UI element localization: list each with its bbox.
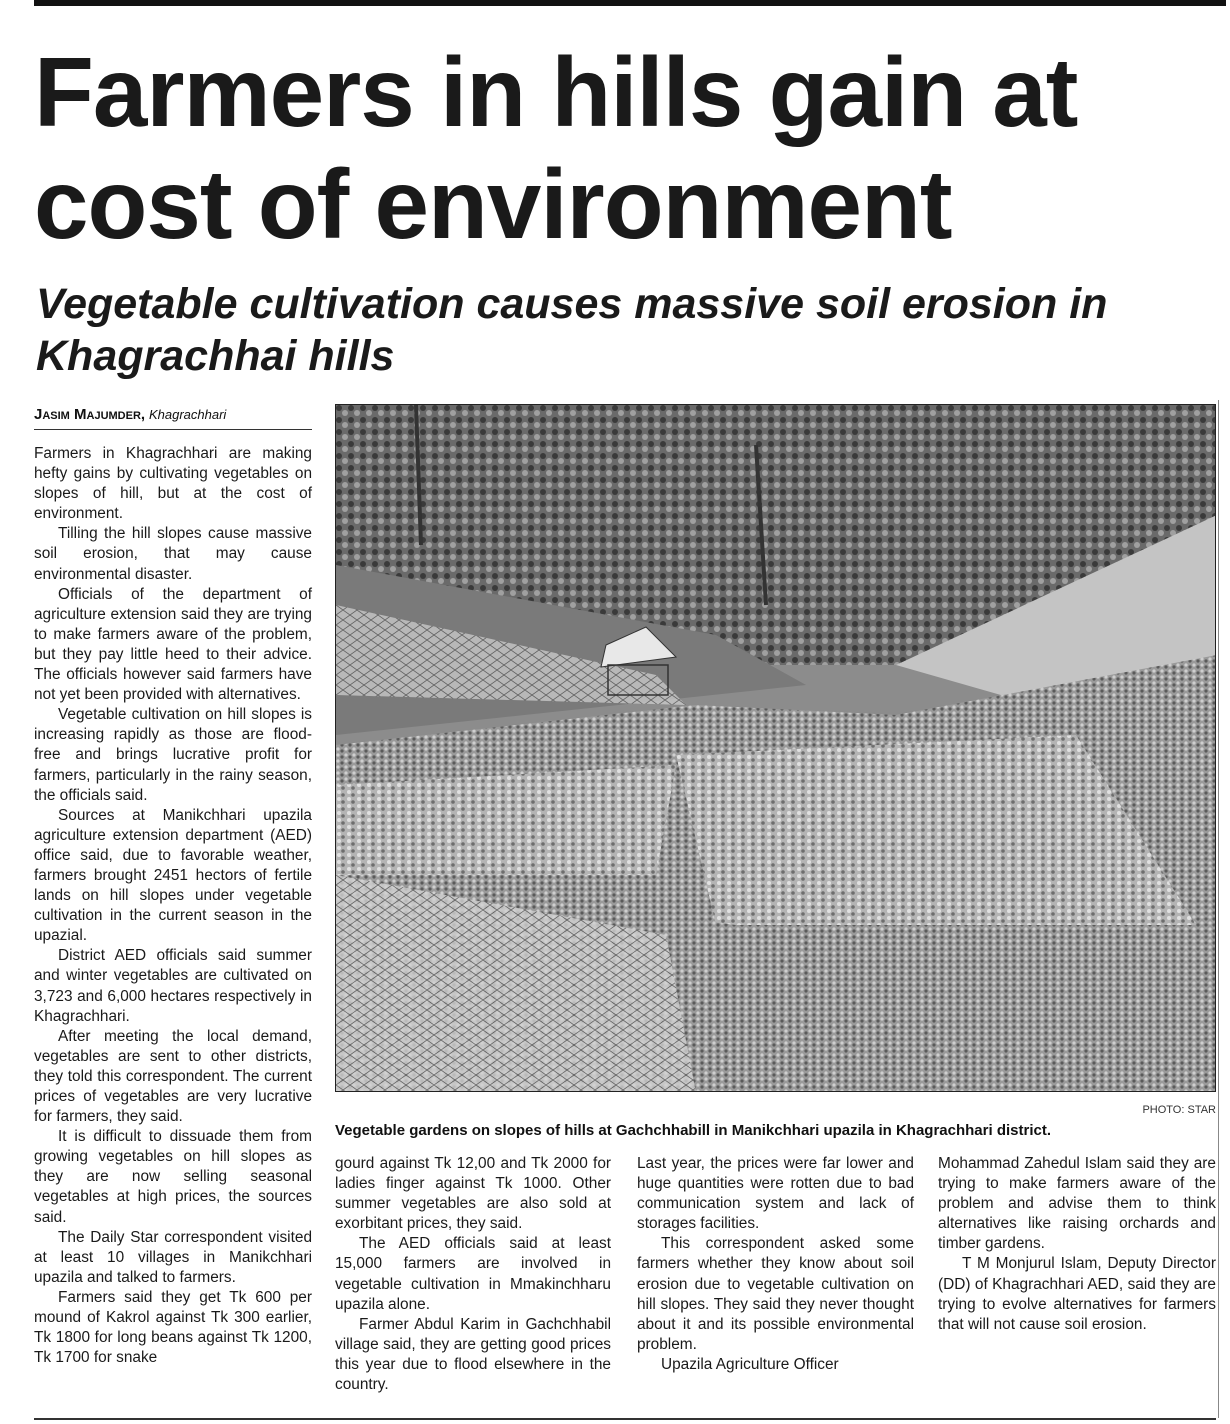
headline: Farmers in hills gain at cost of environment (34, 37, 1078, 259)
byline-location: Khagrachhari (148, 407, 227, 422)
paragraph: gourd against Tk 12,00 and Tk 2000 for ladies finger against Tk 1000. Other summer vegetables are also sold at exorbitant prices, they said. (335, 1155, 611, 1233)
paragraph: Upazila Agriculture Officer (661, 1355, 839, 1373)
paragraph: T M Monjurul Islam, Deputy Director (DD) of Khagrachhari AED, said they are trying to evolve alternatives for farmers that will not cause soil erosion. (938, 1255, 1216, 1333)
photo-caption: Vegetable gardens on slopes of hills at Gachchhabill in Manikchhari upazila in Khagrachhari district. (335, 1122, 1052, 1139)
paragraph: Vegetable cultivation on hill slopes is increasing rapidly as those are flood-free and brings lucrative profit for farmers, particularly in the rainy season, the officials said. (34, 706, 312, 804)
paragraph: After meeting the local demand, vegetables are sent to other districts, they told this correspondent. The current prices of vegetables are very lucrative for farmers, they said. (34, 1027, 312, 1126)
paragraph: District AED officials said summer and winter vegetables are cultivated on 3,723 and 6,000 hectares respectively in Khagrachhari. (34, 947, 312, 1025)
paragraph: Farmers in Khagrachhari are making hefty gains by cultivating vegetables on slopes of hill, but at the cost of environment. (34, 445, 312, 523)
paragraph: Farmer Abdul Karim in Gachchhabil village said, they are getting good prices this year due to flood elsewhere in the country. (335, 1315, 611, 1394)
byline-author: Jasim Majumder, (34, 406, 146, 423)
hillside-photo-image (336, 405, 1216, 1092)
paragraph: The AED officials said at least 15,000 farmers are involved in vegetable cultivation in Mmakinchharu upazila alone. (335, 1235, 611, 1313)
paragraph: Officials of the department of agriculture extension said they are trying to make farmers aware of the problem, but they pay little heed to their advice. The officials however said farmers have not yet been provided with alternatives. (34, 585, 312, 704)
paragraph: This correspondent asked some farmers whether they know about soil erosion due to vegetable cultivation on hill slopes. They said they never thought about it and its possible environmental problem. (637, 1235, 914, 1353)
byline (34, 406, 312, 430)
column-4 (938, 1154, 1216, 1335)
paragraph: Mohammad Zahedul Islam said they are trying to make farmers aware of the problem and advise them to think alternatives like raising orchards and timber gardens. (938, 1155, 1216, 1253)
paragraph: The Daily Star correspondent visited at least 10 villages in Manikchhari upazila and talked to farmers. (34, 1228, 312, 1286)
paragraph: Farmers said they get Tk 600 per mound of Kakrol against Tk 300 earlier, Tk 1800 for long beans against Tk 1200, Tk 1700 for snake (34, 1288, 312, 1367)
photo-credit: PHOTO: STAR (1142, 1104, 1216, 1116)
column-1 (34, 444, 312, 1368)
paragraph: Sources at Manikchhari upazila agriculture extension department (AED) office said, due to favorable weather, farmers brought 2451 hectors of fertile lands on hill slopes under vegetable cultivation in the current season in the upazial. (34, 806, 312, 945)
column-3 (637, 1154, 914, 1375)
article-photo (335, 404, 1216, 1092)
column-2 (335, 1154, 611, 1395)
bottom-rule (34, 1418, 1216, 1420)
subheadline: Vegetable cultivation causes massive soil erosion in Khagrachhai hills (36, 280, 1108, 380)
top-rule (34, 0, 1226, 6)
paragraph: Tilling the hill slopes cause massive soil erosion, that may cause environmental disaster. (34, 525, 312, 583)
paragraph: It is difficult to dissuade them from growing vegetables on hill slopes as they are now selling seasonal vegetables at high prices, the sources said. (34, 1128, 312, 1226)
paragraph: Last year, the prices were far lower and huge quantities were rotten due to bad communication system and lack of storages facilities. (637, 1155, 914, 1233)
right-border (1218, 400, 1219, 1418)
